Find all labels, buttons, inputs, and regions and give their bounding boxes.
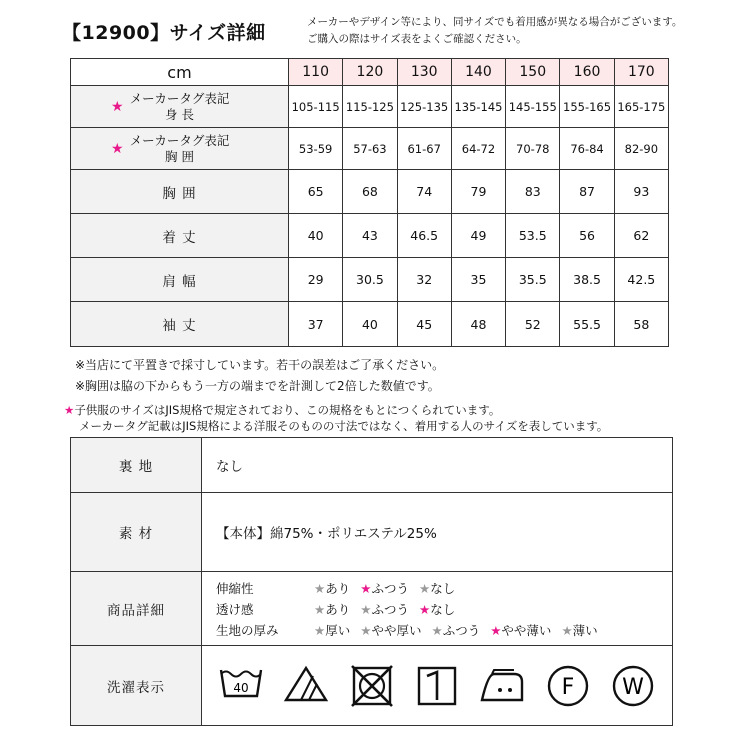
feature-option-text: なし: [430, 601, 456, 617]
material-label: 素 材: [71, 493, 202, 572]
kids-note-line1: ★子供服のサイズはJIS規格で規定されており、この規格をもとにつくられています。: [64, 403, 501, 417]
size-value-cell: 53-59: [289, 128, 343, 170]
feature-name: 伸縮性: [216, 580, 254, 596]
line-dry-icon: [413, 662, 461, 710]
size-value-cell: 30.5: [343, 258, 397, 302]
size-value-cell: 46.5: [397, 214, 451, 258]
feature-option: [419, 600, 455, 618]
size-value-cell: 79: [451, 170, 505, 214]
size-value-cell: 145-155: [506, 86, 560, 128]
size-row: [71, 170, 669, 214]
star-icon: ★: [431, 622, 443, 638]
feature-name: 生地の厚み: [216, 622, 279, 638]
page-title: 【12900】サイズ詳細: [62, 22, 266, 44]
size-value-cell: 155-165: [560, 86, 614, 128]
size-value-cell: 61-67: [397, 128, 451, 170]
size-value-cell: 38.5: [560, 258, 614, 302]
lining-row: [71, 438, 673, 493]
size-value-cell: 68: [343, 170, 397, 214]
star-icon: ★: [111, 140, 124, 157]
wash-row: [71, 646, 673, 726]
size-value-cell: 40: [343, 302, 397, 347]
star-icon: ★: [314, 601, 326, 617]
kids-note-line2: メーカータグ記載はJIS規格による洋服そのものの寸法ではなく、着用する人のサイズを表しています。: [79, 419, 609, 433]
size-110-header: 110: [289, 59, 343, 86]
iron-medium-icon: [478, 662, 526, 710]
size-value-cell: 56: [560, 214, 614, 258]
feature-option-text: なし: [430, 580, 456, 596]
size-value-cell: 32: [397, 258, 451, 302]
row-label-line1: 袖 丈: [162, 318, 197, 334]
feature-option-text: ふつう: [371, 580, 409, 596]
size-value-cell: 43: [343, 214, 397, 258]
size-header-row: [71, 59, 669, 86]
size-value-cell: 135-145: [451, 86, 505, 128]
wash-40-icon: [217, 662, 265, 710]
wash-label: 洗濯表示: [71, 646, 202, 726]
feature-option: [360, 621, 421, 639]
size-value-cell: 49: [451, 214, 505, 258]
size-row: [71, 128, 669, 170]
size-value-cell: 48: [451, 302, 505, 347]
product-detail-row: [71, 572, 673, 646]
unit-cell: cm: [71, 59, 289, 86]
size-value-cell: 62: [614, 214, 668, 258]
size-value-cell: 58: [614, 302, 668, 347]
top-note-2: ご購入の際はサイズ表をよくご確認ください。: [307, 33, 527, 45]
feature-option: [431, 621, 480, 639]
star-selected-icon: ★: [490, 622, 502, 638]
note-measure: ※当店にて平置きで採寸しています。若干の誤差はご了承ください。: [75, 358, 445, 372]
size-130-header: 130: [397, 59, 451, 86]
size-value-cell: 52: [506, 302, 560, 347]
note-chest: ※胸囲は脇の下からもう一方の端までを計測して2倍した数値です。: [75, 379, 440, 393]
size-170-header: 170: [614, 59, 668, 86]
features-cell: [202, 572, 673, 646]
wash-icons-cell: [202, 646, 673, 726]
feature-option: [360, 579, 409, 597]
star-icon: ★: [418, 580, 431, 596]
lining-value: なし: [202, 438, 673, 493]
star-icon: ★: [64, 403, 75, 417]
row-label: [71, 214, 289, 258]
feature-option: [314, 600, 350, 618]
feature-row: [216, 598, 672, 619]
size-value-cell: 40: [289, 214, 343, 258]
size-140-header: 140: [451, 59, 505, 86]
detail-table: [70, 437, 673, 726]
feature-option-text: やや薄い: [501, 622, 552, 638]
feature-option: [360, 600, 409, 618]
bleach-ok-icon: [282, 662, 330, 710]
feature-name: 透け感: [216, 601, 254, 617]
star-icon: ★: [561, 622, 573, 638]
star-icon: ★: [314, 580, 326, 596]
size-160-header: 160: [560, 59, 614, 86]
size-value-cell: 82-90: [614, 128, 668, 170]
size-value-cell: 115-125: [343, 86, 397, 128]
size-value-cell: 57-63: [343, 128, 397, 170]
feature-row: [216, 619, 672, 640]
top-note-1: メーカーやデザイン等により、同サイズでも着用感が異なる場合がございます。: [307, 16, 683, 28]
size-value-cell: 29: [289, 258, 343, 302]
size-row: [71, 86, 669, 128]
wash-temp-text: 40: [233, 680, 249, 695]
star-selected-icon: ★: [360, 580, 372, 596]
size-value-cell: 125-135: [397, 86, 451, 128]
feature-row: [216, 577, 672, 598]
feature-option-text: 厚い: [325, 622, 351, 638]
feature-option-text: あり: [325, 601, 351, 617]
row-label: [71, 302, 289, 347]
size-value-cell: 74: [397, 170, 451, 214]
product-detail-label: 商品詳細: [71, 572, 202, 646]
size-value-cell: 76-84: [560, 128, 614, 170]
material-value: 【本体】綿75%・ポリエステル25%: [202, 493, 673, 572]
size-150-header: 150: [506, 59, 560, 86]
star-icon: ★: [360, 601, 372, 617]
size-value-cell: 42.5: [614, 258, 668, 302]
size-row: [71, 258, 669, 302]
feature-option-text: 薄い: [572, 622, 598, 638]
size-value-cell: 93: [614, 170, 668, 214]
size-value-cell: 105-115: [289, 86, 343, 128]
size-value-cell: 65: [289, 170, 343, 214]
material-row: [71, 493, 673, 572]
star-icon: ★: [314, 622, 326, 638]
size-value-cell: 165-175: [614, 86, 668, 128]
size-value-cell: 70-78: [506, 128, 560, 170]
size-value-cell: 83: [506, 170, 560, 214]
feature-option-text: やや厚い: [371, 622, 422, 638]
row-label-line1: 肩 幅: [162, 273, 197, 290]
feature-option-text: あり: [325, 580, 351, 596]
star-icon: ★: [360, 622, 372, 638]
row-label-line2: 胸 囲: [165, 148, 194, 164]
row-label: [71, 86, 289, 128]
feature-option: [490, 621, 551, 639]
feature-option: [419, 579, 455, 597]
row-label-line1: メーカータグ表記: [129, 132, 230, 148]
svg-text:F: F: [561, 674, 575, 700]
row-label: [71, 258, 289, 302]
star-selected-icon: ★: [418, 601, 431, 617]
svg-text:W: W: [622, 674, 645, 700]
lining-label: 裏 地: [71, 438, 202, 493]
size-value-cell: 37: [289, 302, 343, 347]
feature-option-text: ふつう: [371, 601, 409, 617]
row-label: [71, 170, 289, 214]
size-value-cell: 64-72: [451, 128, 505, 170]
no-tumble-dry-icon: [348, 662, 396, 710]
feature-option: [314, 579, 350, 597]
row-label-line1: メーカータグ表記: [129, 90, 230, 106]
row-label-line1: 着 丈: [162, 229, 197, 246]
wetclean-w-icon: [609, 662, 657, 710]
size-row: [71, 214, 669, 258]
size-value-cell: 55.5: [560, 302, 614, 347]
size-table: [70, 58, 669, 347]
size-value-cell: 87: [560, 170, 614, 214]
size-value-cell: 35: [451, 258, 505, 302]
size-value-cell: 35.5: [506, 258, 560, 302]
feature-option-text: ふつう: [442, 622, 481, 638]
star-icon: ★: [111, 98, 124, 115]
size-row: [71, 302, 669, 347]
size-value-cell: 45: [397, 302, 451, 347]
feature-option: [314, 621, 350, 639]
feature-option: [561, 621, 597, 639]
size-120-header: 120: [343, 59, 397, 86]
row-label-line2: 身 長: [165, 106, 194, 122]
row-label-line1: 胸 囲: [162, 185, 197, 202]
dryclean-f-icon: [544, 662, 592, 710]
size-value-cell: 53.5: [506, 214, 560, 258]
row-label: [71, 128, 289, 170]
